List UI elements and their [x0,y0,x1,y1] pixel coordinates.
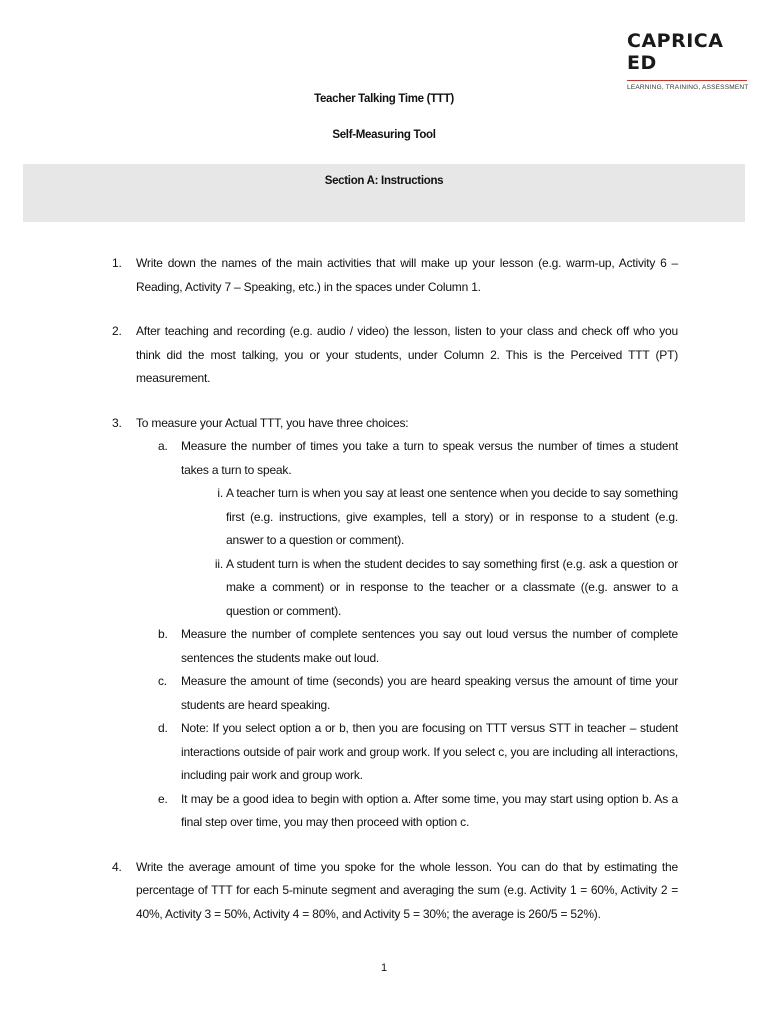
list-item [0,252,768,299]
section-title: Section A: Instructions [324,175,444,187]
logo-name: CAPRICA ED [627,30,724,74]
list-item [0,856,768,927]
sub-item [136,670,678,717]
item-number: 2. [112,324,122,338]
sub-item-text: Measure the number of times you take a turn to speak versus the number of times a student takes a turn to speak. [181,439,678,477]
sub-item-text: Measure the number of complete sentences you say out loud versus the number of complete sentences the students make out loud. [181,627,678,665]
item-number: 3. [112,415,122,430]
item-text: After teaching and recording (e.g. audio / video) the lesson, listen to your class and check off who you think did the most talking, you or your students, under Column 2. This is the Perceived TTT (PT) measurement. [136,324,678,385]
sub-sub-item [181,553,678,624]
item-number: 1. [112,256,122,270]
company-logo [627,30,747,91]
sub-sub-item-numeral: i. [217,486,223,500]
item-text: Write the average amount of time you spoke for the whole lesson. You can do that by estimating the percentage of TTT for each 5-minute segment and averaging the sum (e.g. Activity 1 = 60%, Activity 2 = 40%, Activity 3 = 50%, Activity 4 = 80%, and Activity 5 = 30%; the average is 260/5 = 52%). [136,859,678,921]
sub-item-letter: e. [158,791,168,806]
sub-item [136,788,678,835]
sub-sub-item-text: A teacher turn is when you say at least one sentence when you decide to say something first (e.g. instructions, give examples, tell a story) or in response to a student (e.g. answer to a question or comment). [226,486,678,547]
list-item [0,412,768,835]
page-number: 1 [380,962,388,974]
document-subtitle: Self-Measuring Tool [332,129,436,141]
sub-item-text: It may be a good idea to begin with option a. After some time, you may start using option b. As a final step over time, you may then proceed with option c. [181,791,678,829]
sub-sub-item-numeral: ii. [214,556,223,571]
document-title: Teacher Talking Time (TTT) [314,93,454,105]
item-text: Write down the names of the main activities that will make up your lesson (e.g. warm-up, Activity 6 – Reading, Activity 7 – Speaking, etc.) in the spaces under Column 1. [136,256,678,294]
logo-tagline: LEARNING, TRAINING, ASSESSMENT [627,84,749,91]
item-text: To measure your Actual TTT, you have three choices: [136,415,409,430]
item-number: 4. [112,859,122,874]
sub-item [136,717,678,788]
instructions-list [0,252,768,926]
sub-item-letter: a. [158,439,168,453]
sub-item-letter: c. [158,674,167,688]
sub-item [136,435,678,623]
sub-sub-item [181,482,678,553]
list-item [0,320,768,391]
sub-sub-item-text: A student turn is when the student decides to say something first (e.g. ask a question or make a comment) or in response to the teacher or a classmate ((e.g. answer to a question or comment). [226,556,678,618]
logo-rule [627,80,747,81]
sub-item-letter: b. [158,627,168,641]
sub-item-letter: d. [158,721,168,735]
sub-item-text: Note: If you select option a or b, then you are focusing on TTT versus STT in teacher – student interactions outside of pair work and group work. If you select c, you are including all interactions, including pair work and group work. [181,721,678,782]
section-header-band [23,164,745,222]
sub-item [136,623,678,670]
sub-item-text: Measure the amount of time (seconds) you are heard speaking versus the amount of time your students are heard speaking. [181,674,678,712]
